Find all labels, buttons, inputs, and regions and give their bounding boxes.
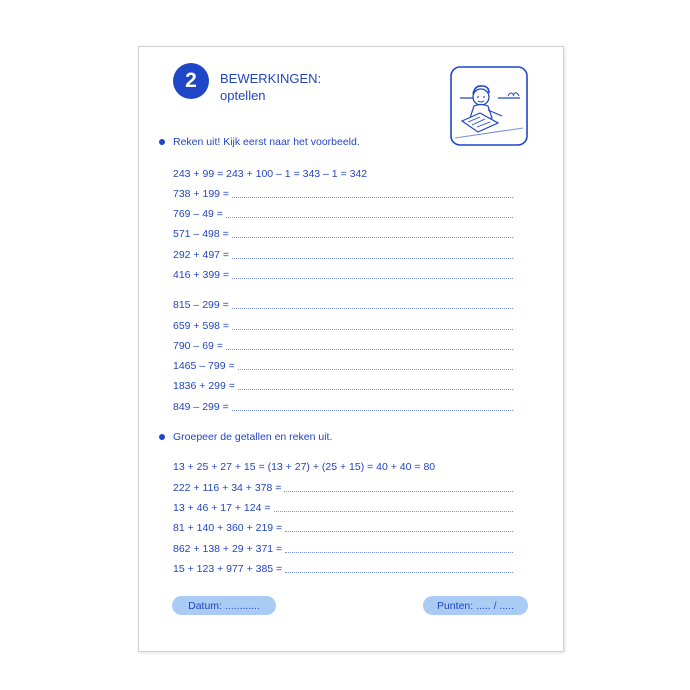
answer-line[interactable] bbox=[232, 196, 513, 198]
exercise-row bbox=[173, 399, 513, 413]
score-field[interactable] bbox=[423, 596, 528, 615]
instruction-1 bbox=[159, 136, 360, 148]
exercise-row bbox=[173, 358, 513, 372]
exercise-row bbox=[173, 378, 513, 392]
exercise-text: 13 + 46 + 17 + 124 = bbox=[173, 502, 271, 514]
exercise-row bbox=[173, 480, 513, 494]
answer-line[interactable] bbox=[238, 388, 513, 390]
bullet-icon bbox=[159, 434, 165, 440]
title-line-2: optellen bbox=[220, 88, 266, 103]
exercise-text: 15 + 123 + 977 + 385 = bbox=[173, 563, 283, 575]
answer-line[interactable] bbox=[232, 257, 513, 259]
answer-line[interactable] bbox=[232, 307, 513, 309]
example-1-text: 243 + 99 = 243 + 100 – 1 = 343 – 1 = 342 bbox=[173, 168, 368, 180]
exercise-text: 815 – 299 = bbox=[173, 299, 229, 311]
answer-line[interactable] bbox=[285, 530, 513, 532]
instruction-2-text: Groepeer de getallen en reken uit. bbox=[173, 431, 333, 443]
answer-line[interactable] bbox=[274, 510, 513, 512]
answer-line[interactable] bbox=[232, 277, 513, 279]
exercise-text: 1465 – 799 = bbox=[173, 360, 235, 372]
exercise-row bbox=[173, 318, 513, 332]
exercise-text: 659 + 598 = bbox=[173, 320, 230, 332]
bullet-icon bbox=[159, 139, 165, 145]
example-2 bbox=[173, 459, 513, 473]
date-field[interactable] bbox=[172, 596, 276, 615]
answer-line[interactable] bbox=[226, 348, 513, 350]
score-label: Punten: ..... / ..... bbox=[436, 599, 515, 612]
answer-line[interactable] bbox=[285, 571, 513, 573]
lesson-number: 2 bbox=[185, 69, 197, 92]
exercise-row bbox=[173, 520, 513, 534]
answer-line[interactable] bbox=[232, 236, 513, 238]
exercise-row bbox=[173, 226, 513, 240]
exercise-row bbox=[173, 500, 513, 514]
answer-line[interactable] bbox=[232, 409, 513, 411]
answer-line[interactable] bbox=[226, 216, 513, 218]
exercise-row bbox=[173, 186, 513, 200]
exercise-row bbox=[173, 247, 513, 261]
exercise-text: 738 + 199 = bbox=[173, 188, 230, 200]
exercise-text: 849 – 299 = bbox=[173, 401, 229, 413]
exercise-row bbox=[173, 338, 513, 352]
lesson-number-badge bbox=[173, 63, 209, 99]
exercise-row bbox=[173, 267, 513, 281]
answer-line[interactable] bbox=[232, 328, 513, 330]
example-1 bbox=[173, 166, 513, 180]
exercise-text: 862 + 138 + 29 + 371 = bbox=[173, 543, 283, 555]
answer-line[interactable] bbox=[285, 551, 513, 553]
lesson-title bbox=[220, 70, 321, 104]
answer-line[interactable] bbox=[284, 490, 513, 492]
exercise-row bbox=[173, 206, 513, 220]
exercise-row bbox=[173, 561, 513, 575]
exercise-text: 769 – 49 = bbox=[173, 208, 223, 220]
exercise-text: 571 – 498 = bbox=[173, 228, 229, 240]
instruction-1-text: Reken uit! Kijk eerst naar het voorbeeld. bbox=[173, 136, 360, 148]
child-drawing-icon bbox=[450, 66, 528, 146]
exercise-text: 1836 + 299 = bbox=[173, 380, 235, 392]
title-line-1: BEWERKINGEN: bbox=[220, 71, 322, 86]
exercise-text: 416 + 399 = bbox=[173, 269, 230, 281]
exercise-text: 81 + 140 + 360 + 219 = bbox=[173, 522, 283, 534]
answer-line[interactable] bbox=[238, 368, 513, 370]
exercise-text: 222 + 116 + 34 + 378 = bbox=[173, 482, 282, 494]
exercise-row bbox=[173, 541, 513, 555]
example-2-text: 13 + 25 + 27 + 15 = (13 + 27) + (25 + 15) = 40 + 40 = 80 bbox=[173, 461, 436, 473]
instruction-2 bbox=[159, 431, 332, 443]
date-label: Datum: ............ bbox=[188, 599, 260, 612]
exercise-row bbox=[173, 297, 513, 311]
exercise-text: 292 + 497 = bbox=[173, 249, 230, 261]
exercise-text: 790 – 69 = bbox=[173, 340, 223, 352]
